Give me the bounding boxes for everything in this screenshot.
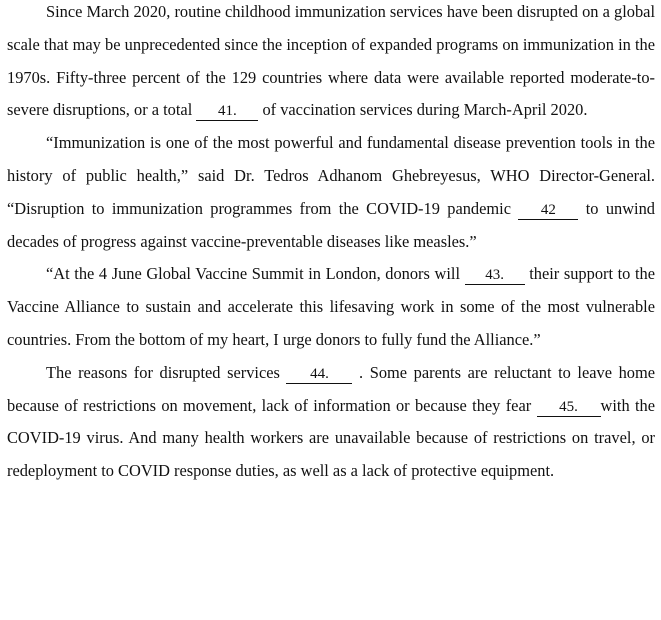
paragraph-2 (7, 127, 655, 258)
paragraph-3-text-before: “At the 4 June Global Vaccine Summit in London, donors will (46, 264, 465, 284)
paragraph-2-text-after: to unwind decades of progress against vaccine-preventable diseases like measles.” (7, 198, 656, 251)
paragraph-1 (7, 0, 655, 127)
blank-41: 41. (196, 103, 258, 121)
paragraph-1-text-after: of vaccination services during March-April 2020. (258, 100, 588, 120)
paragraph-1-text-before: Since March 2020, routine childhood immunization services have been disrupted on a global scale that may be unprecedented since the inception of expanded programs on immunization in the 1970s. Fifty-three percent of the 129 countries where data were available reported moderate-to-severe disruptions, or a total (7, 2, 655, 120)
blank-44: 44. (286, 366, 352, 384)
paragraph-2-text-before: “Immunization is one of the most powerful and fundamental disease prevention tools in the history of public health,” said Dr. Tedros Adhanom Ghebreyesus, WHO Director-General. “Disruption to immunization programmes from the COVID-19 pandemic (7, 133, 655, 218)
paragraph-4-text-before: The reasons for disrupted services (46, 362, 287, 382)
paragraph-4-text-after: with the COVID-19 virus. And many health workers are unavailable because of restrictions on travel, or redeployment to COVID response duties, as well as a lack of protective equipment. (7, 395, 655, 481)
paragraph-3-text-after: their support to the Vaccine Alliance to sustain and accelerate this lifesaving work in some of the most vulnerable countries. From the bottom of my heart, I urge donors to fully fund the Alliance.” (7, 264, 655, 349)
blank-42: 42 (518, 202, 578, 220)
paragraph-4 (7, 357, 655, 488)
blank-45: 45. (537, 399, 601, 417)
paragraph-3 (7, 258, 655, 356)
blank-43: 43. (465, 267, 525, 285)
paragraph-4-text-middle: . Some parents are reluctant to leave home because of restrictions on movement, lack of information or because they fear (7, 362, 655, 415)
